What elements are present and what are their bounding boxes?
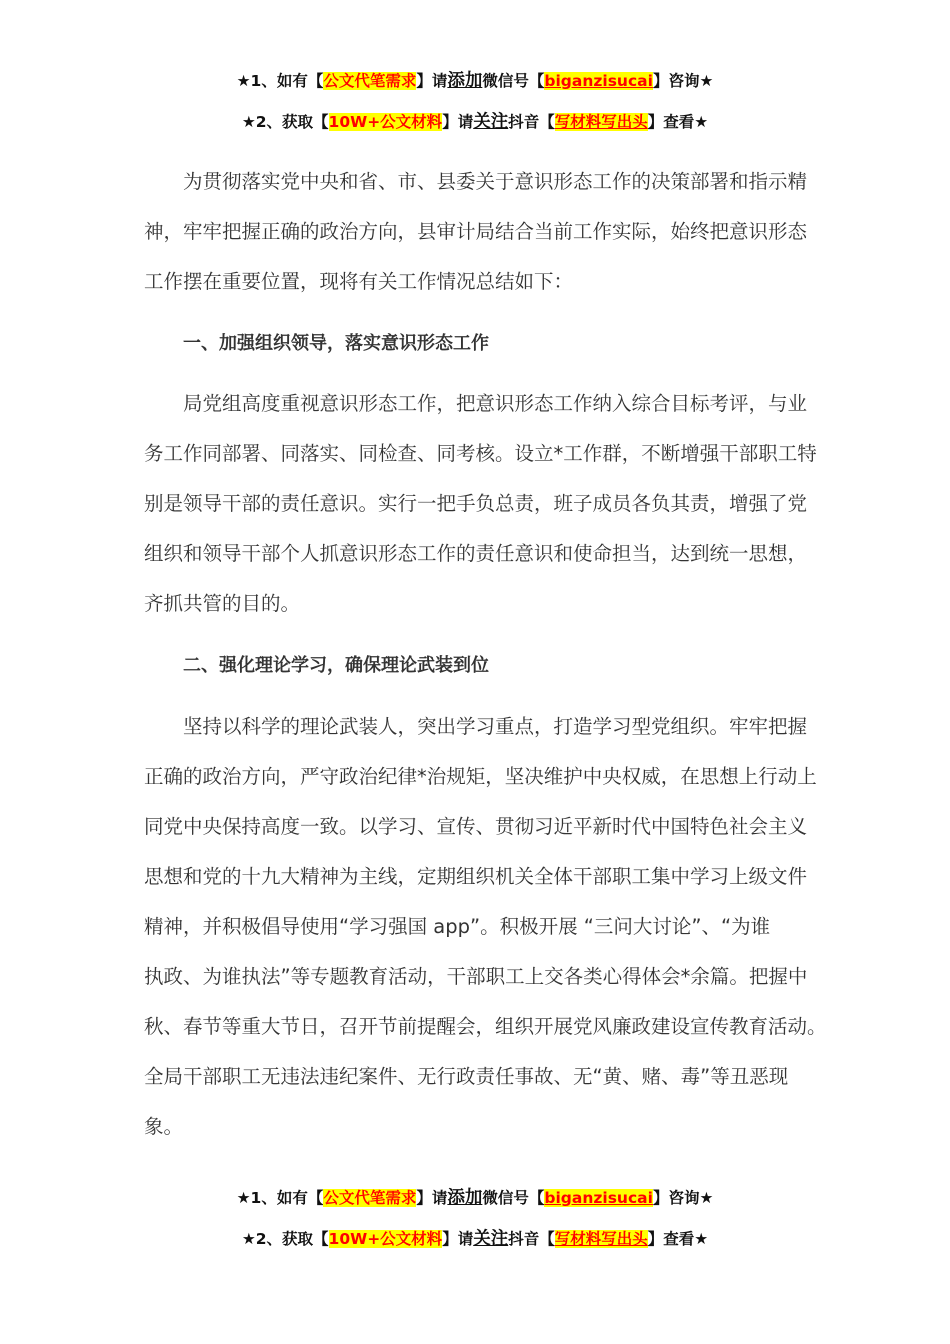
intro-paragraph (144, 157, 816, 307)
promo-text: 微信号【 (482, 72, 545, 90)
promo-text: 】请 (442, 1230, 474, 1248)
footer-promo-line-1 (0, 1187, 950, 1209)
promo-wechat-id: biganzisucai (544, 1189, 653, 1207)
paragraph-line: 工作摆在重要位置，现将有关工作情况总结如下： (144, 270, 574, 293)
paragraph-line: 秋、春节等重大节日，召开节前提醒会，组织开展党风廉政建设宣传教育活动。 (144, 1015, 827, 1038)
paragraph-line: 同党中央保持高度一致。以学习、宣传、贯彻习近平新时代中国特色社会主义 (144, 815, 808, 838)
promo-text: 】请 (416, 72, 448, 90)
promo-emphasis: 添加 (447, 1188, 483, 1208)
promo-prefix: ★2、获取【 (241, 113, 329, 131)
paragraph-line: 别是领导干部的责任意识。实行一把手负总责，班子成员各负其责，增强了党 (144, 492, 808, 515)
section-1-heading: 一、加强组织领导，落实意识形态工作 (183, 333, 489, 354)
paragraph-line: 坚持以科学的理论武装人，突出学习重点，打造学习型党组织。牢牢把握 (183, 715, 808, 738)
paragraph-line: 执政、为谁执法”等专题教育活动，干部职工上交各类心得体会*余篇。把握中 (144, 965, 808, 988)
promo-highlight-materials: 10W+公文材料 (328, 1230, 443, 1248)
paragraph-line: 全局干部职工无违法违纪案件、无行政责任事故、无“黄、赌、毒”等丑恶现 (144, 1065, 789, 1088)
paragraph-line: 正确的政治方向，严守政治纪律*治规矩，坚决维护中央权威，在思想上行动上 (144, 765, 817, 788)
promo-douyin-id: 写材料写出头 (554, 113, 648, 131)
promo-suffix: 】咨询★ (652, 72, 714, 90)
paragraph-line: 思想和党的十九大精神为主线，定期组织机关全体干部职工集中学习上级文件 (144, 865, 808, 888)
promo-text: 微信号【 (482, 1189, 545, 1207)
promo-wechat-id: biganzisucai (544, 72, 653, 90)
section-1-paragraph (144, 379, 816, 629)
paragraph-line: 齐抓共管的目的。 (144, 592, 301, 615)
promo-douyin-id: 写材料写出头 (554, 1230, 648, 1248)
header-promo-line-2 (0, 111, 950, 133)
paragraph-line: 为贯彻落实党中央和省、市、县委关于意识形态工作的决策部署和指示精 (183, 170, 808, 193)
paragraph-line: 务工作同部署、同落实、同检查、同考核。设立*工作群，不断增强干部职工特 (144, 442, 817, 465)
promo-text: 抖音【 (508, 1230, 555, 1248)
promo-emphasis: 关注 (473, 112, 509, 132)
promo-suffix: 】查看★ (647, 113, 709, 131)
promo-emphasis: 关注 (473, 1229, 509, 1249)
promo-prefix: ★1、如有【 (236, 1189, 324, 1207)
paragraph-line: 组织和领导干部个人抓意识形态工作的责任意识和使命担当，达到统一思想， (144, 542, 808, 565)
promo-highlight-service: 公文代笔需求 (323, 72, 417, 90)
section-2-paragraph (144, 702, 827, 1152)
promo-text: 】请 (416, 1189, 448, 1207)
promo-suffix: 】查看★ (647, 1230, 709, 1248)
promo-prefix: ★2、获取【 (241, 1230, 329, 1248)
promo-text: 抖音【 (508, 113, 555, 131)
footer-promo-line-2 (0, 1228, 950, 1250)
section-2-heading: 二、强化理论学习，确保理论武装到位 (183, 655, 489, 676)
paragraph-line: 神，牢牢把握正确的政治方向，县审计局结合当前工作实际，始终把意识形态 (144, 220, 808, 243)
promo-highlight-service: 公文代笔需求 (323, 1189, 417, 1207)
paragraph-line: 精神，并积极倡导使用“学习强国 app”。积极开展 “三问大讨论”、“为谁 (144, 915, 771, 938)
promo-emphasis: 添加 (447, 71, 483, 91)
paragraph-line: 局党组高度重视意识形态工作，把意识形态工作纳入综合目标考评，与业 (183, 392, 808, 415)
promo-prefix: ★1、如有【 (236, 72, 324, 90)
promo-text: 】请 (442, 113, 474, 131)
promo-suffix: 】咨询★ (652, 1189, 714, 1207)
header-promo-line-1 (0, 70, 950, 92)
promo-highlight-materials: 10W+公文材料 (328, 113, 443, 131)
paragraph-line: 象。 (144, 1115, 184, 1138)
